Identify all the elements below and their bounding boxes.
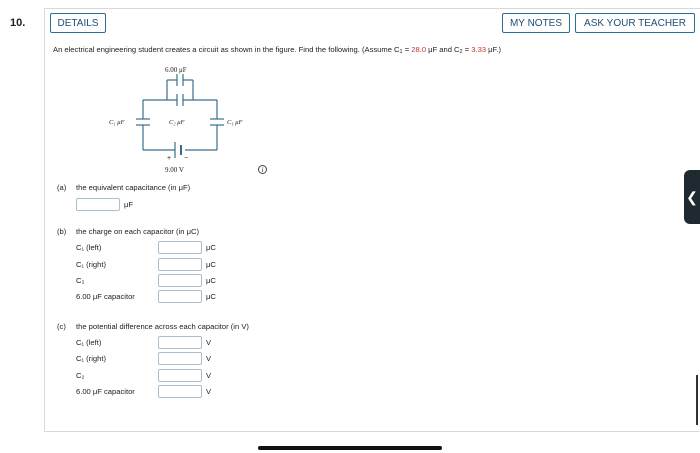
info-icon[interactable]: i: [258, 165, 267, 174]
part-b-row-label: C₁ (right): [76, 260, 106, 269]
circuit-diagram: [107, 64, 267, 176]
part-a-unit: μF: [124, 200, 134, 209]
battery-plus: +: [167, 155, 172, 162]
c1-right-label: C₁ μF: [227, 119, 243, 126]
voltage-c1-left-input[interactable]: [158, 336, 202, 349]
part-a-label: (a): [57, 183, 67, 192]
part-c-row-unit: V: [206, 338, 212, 347]
question-number: 10.: [10, 17, 26, 29]
voltage-c2-input[interactable]: [158, 369, 202, 382]
details-button[interactable]: DETAILS: [50, 13, 106, 33]
charge-c1-right-input[interactable]: [158, 258, 202, 271]
scrollbar[interactable]: [696, 375, 698, 425]
battery-label: 9.00 V: [165, 166, 184, 174]
part-b-row-label: C₂: [76, 276, 85, 285]
home-indicator: [258, 446, 442, 450]
part-c-row-label: C₁ (left): [76, 338, 102, 347]
voltage-6uf-input[interactable]: [158, 385, 202, 398]
voltage-c1-right-input[interactable]: [158, 352, 202, 365]
chevron-left-icon: ❮: [686, 188, 698, 205]
part-a-question: the equivalent capacitance (in μF): [76, 183, 191, 192]
charge-c2-input[interactable]: [158, 274, 202, 287]
c1-value: 28.0: [411, 45, 427, 54]
part-b-question: the charge on each capacitor (in μC): [76, 227, 199, 236]
ask-your-teacher-button[interactable]: ASK YOUR TEACHER: [575, 13, 695, 33]
equivalent-capacitance-input[interactable]: [76, 198, 120, 211]
part-c-label: (c): [57, 322, 66, 331]
question-prompt: An electrical engineering student creates a circuit as shown in the figure. Find the following. (Assume C1 = 28.0 μF and C2 = 3.33 μF.): [53, 45, 501, 55]
part-b-row-label: C₁ (left): [76, 243, 102, 252]
part-c-row-label: 6.00 μF capacitor: [76, 387, 135, 396]
part-b-label: (b): [57, 227, 67, 236]
part-c-row-unit: V: [206, 387, 212, 396]
my-notes-button[interactable]: MY NOTES: [502, 13, 570, 33]
top-capacitor-label: 6.00 μF: [165, 66, 187, 74]
panel-toggle-tab[interactable]: [684, 170, 700, 224]
part-b-row-label: 6.00 μF capacitor: [76, 292, 135, 301]
charge-6uf-input[interactable]: [158, 290, 202, 303]
part-c-row-label: C₂: [76, 371, 85, 380]
part-b-row-unit: μC: [206, 292, 216, 301]
part-b-row-unit: μC: [206, 276, 216, 285]
part-c-question: the potential difference across each capacitor (in V): [76, 322, 249, 331]
part-c-row-unit: V: [206, 354, 212, 363]
part-b-row-unit: μC: [206, 260, 216, 269]
charge-c1-left-input[interactable]: [158, 241, 202, 254]
c2-label: C₂ μF: [169, 119, 185, 126]
part-c-row-label: C₁ (right): [76, 354, 106, 363]
c2-value: 3.33: [471, 45, 487, 54]
part-c-row-unit: V: [206, 371, 212, 380]
part-b-row-unit: μC: [206, 243, 216, 252]
battery-minus: −: [184, 155, 189, 162]
c1-left-label: C₁ μF: [109, 119, 125, 126]
